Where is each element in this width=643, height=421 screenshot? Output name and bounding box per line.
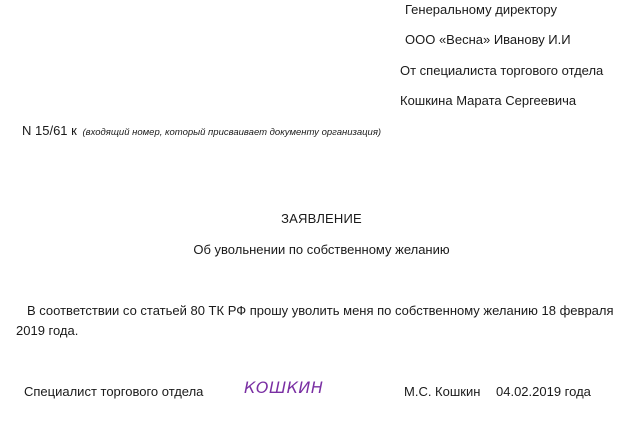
incoming-number-line xyxy=(22,123,381,141)
body-text-line-1: В соответствии со статьей 80 ТК РФ прошу уволить меня по собственному желанию 18 февраля xyxy=(27,303,614,318)
incoming-number: N 15/61 к xyxy=(22,123,77,138)
handwritten-signature: КОШКИН xyxy=(244,378,324,397)
addressee-line-2: ООО «Весна» Иванову И.И xyxy=(405,32,571,47)
addressee-line-4: Кошкина Марата Сергеевича xyxy=(400,93,577,108)
document-title: ЗАЯВЛЕНИЕ xyxy=(281,211,362,226)
addressee-line-1: Генеральному директору xyxy=(405,2,557,17)
addressee-line-3: От специалиста торгового отдела xyxy=(400,63,604,78)
body-text-line-2: 2019 года. xyxy=(16,323,79,338)
incoming-number-note: (входящий номер, который присваивает документу организация) xyxy=(82,127,382,138)
signature-date: 04.02.2019 года xyxy=(496,384,591,399)
document-subtitle: Об увольнении по собственному желанию xyxy=(193,242,450,257)
signer-name: М.С. Кошкин xyxy=(404,384,481,399)
signer-position: Специалист торгового отдела xyxy=(24,384,204,399)
